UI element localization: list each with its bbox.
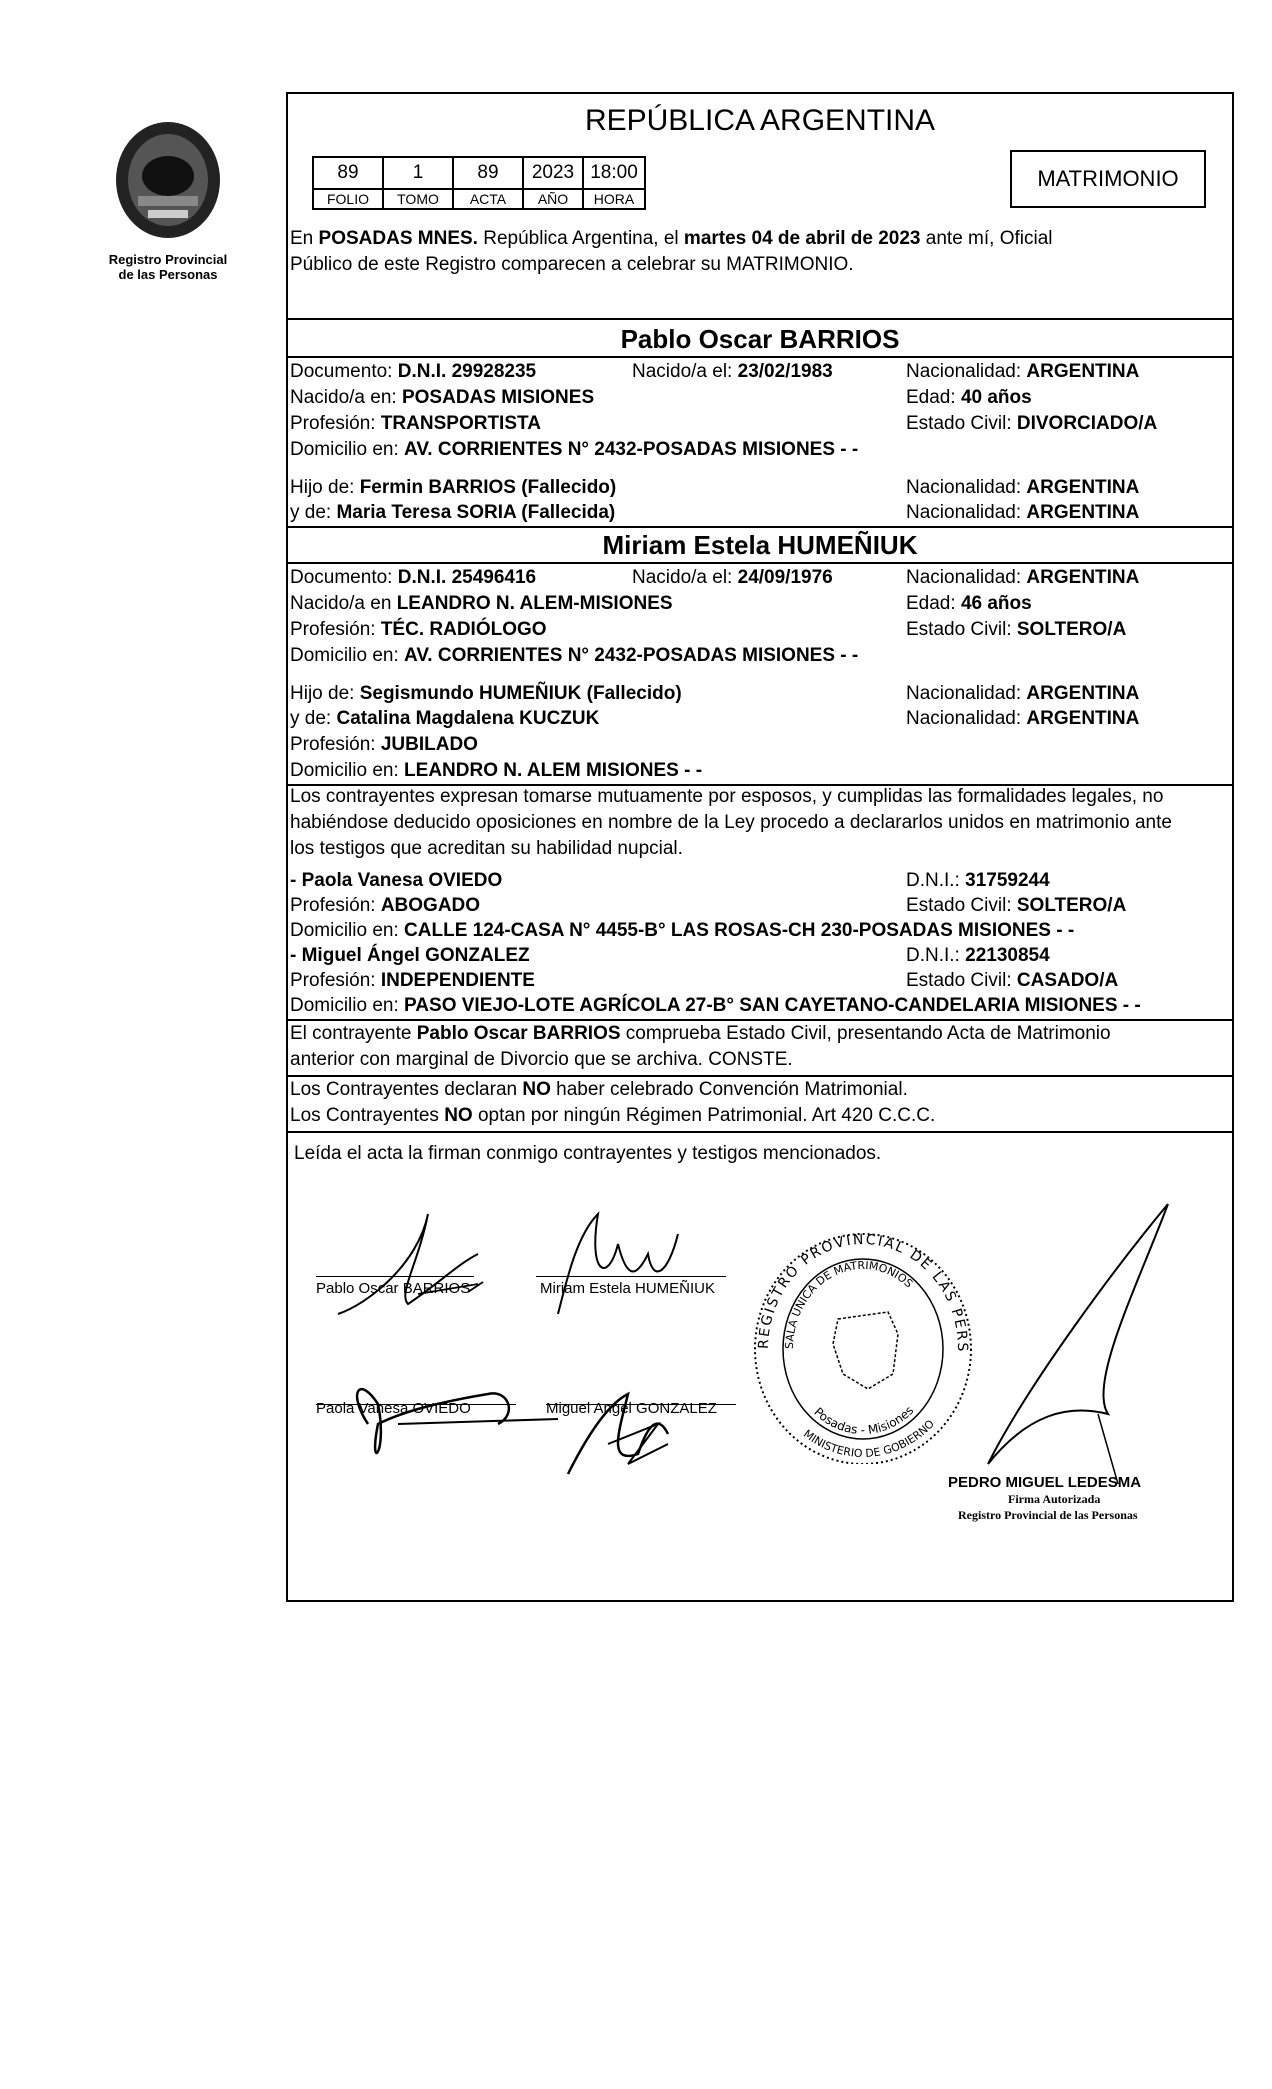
closing-statement: Leída el acta la firman conmigo contrayentes y testigos mencionados. xyxy=(294,1143,882,1164)
spouse1-profession: Profesión: TRANSPORTISTA xyxy=(290,413,541,434)
folio-label: FOLIO xyxy=(313,189,383,209)
declaration-line1: Los contrayentes expresan tomarse mutuamente por esposos, y cumplidas las formalidades legales, no xyxy=(290,786,1164,807)
spouse2-age: Edad: 46 años xyxy=(906,593,1032,614)
witness2-civil-status: Estado Civil: CASADO/A xyxy=(906,970,1119,991)
witness1-civil-status: Estado Civil: SOLTERO/A xyxy=(906,895,1127,916)
folio-value: 89 xyxy=(313,157,383,189)
official-stamp xyxy=(748,1224,978,1464)
regime-line1: Los Contrayentes declaran NO haber celebrado Convención Matrimonial. xyxy=(290,1079,908,1100)
stamp-outer-text: REGISTRO PROVINCIAL DE LAS PERS xyxy=(755,1231,971,1354)
acta-label: ACTA xyxy=(453,189,523,209)
witness2-dni: D.N.I.: 22130854 xyxy=(906,945,1050,966)
witness2-address: Domicilio en: PASO VIEJO-LOTE AGRÍCOLA 27-B° SAN CAYETANO-CANDELARIA MISIONES - - xyxy=(290,995,1141,1016)
hora-value: 18:00 xyxy=(583,157,645,189)
spouse1-name: Pablo Oscar BARRIOS xyxy=(620,324,900,354)
hora-label: HORA xyxy=(583,189,645,209)
civil-status-note-line1: El contrayente Pablo Oscar BARRIOS comprueba Estado Civil, presentando Acta de Matrimonio xyxy=(290,1023,1111,1044)
registry-data-table xyxy=(312,156,646,210)
spouse2-profession: Profesión: TÉC. RADIÓLOGO xyxy=(290,619,547,640)
provincial-seal xyxy=(108,118,228,248)
regime-line2: Los Contrayentes NO optan por ningún Régimen Patrimonial. Art 420 C.C.C. xyxy=(290,1105,936,1126)
seal-caption-line1: Registro Provincial xyxy=(108,252,228,267)
spouse2-mother-nationality: Nacionalidad: ARGENTINA xyxy=(906,708,1140,729)
witness1-profession: Profesión: ABOGADO xyxy=(290,895,481,916)
official-name: PEDRO MIGUEL LEDESMA xyxy=(948,1474,1142,1491)
stamp-bottom-text: Posadas - Misiones xyxy=(811,1403,917,1438)
handwritten-signatures xyxy=(308,1174,748,1504)
official-office: Registro Provincial de las Personas xyxy=(958,1508,1138,1522)
stamp-inner-text: SALA ÚNICA DE MATRIMONIOS xyxy=(782,1258,916,1350)
signature-label-spouse2: Miriam Estela HUMEÑIUK xyxy=(540,1280,716,1297)
anio-label: AÑO xyxy=(523,189,583,209)
spouse1-birthdate: Nacido/a el: 23/02/1983 xyxy=(632,361,833,382)
spouse2-name: Miriam Estela HUMEÑIUK xyxy=(602,530,918,560)
spouse2-mother-address: Domicilio en: LEANDRO N. ALEM MISIONES - - xyxy=(290,760,703,781)
tomo-label: TOMO xyxy=(383,189,453,209)
spouse1-birthplace: Nacido/a en: POSADAS MISIONES xyxy=(290,387,595,408)
declaration-line3: los testigos que acreditan su habilidad nupcial. xyxy=(290,838,683,859)
spouse1-father-nationality: Nacionalidad: ARGENTINA xyxy=(906,477,1140,498)
spouse1-civil-status: Estado Civil: DIVORCIADO/A xyxy=(906,413,1158,434)
spouse1-mother-nationality: Nacionalidad: ARGENTINA xyxy=(906,502,1140,523)
witness2-profession: Profesión: INDEPENDIENTE xyxy=(290,970,535,991)
spouse1-address: Domicilio en: AV. CORRIENTES N° 2432-POSADAS MISIONES - - xyxy=(290,439,859,460)
seal-caption-line2: de las Personas xyxy=(118,267,218,282)
intro-text: En POSADAS MNES. República Argentina, el martes 04 de abril de 2023 ante mí, Oficial Público de este Registro comparecen a celebrar su MATRIMONIO. xyxy=(290,228,1053,275)
spouse2-mother-profession: Profesión: JUBILADO xyxy=(290,734,478,755)
witness1-dni: D.N.I.: 31759244 xyxy=(906,870,1050,891)
act-type-box: MATRIMONIO xyxy=(1010,150,1206,208)
witness1-address: Domicilio en: CALLE 124-CASA N° 4455-B° LAS ROSAS-CH 230-POSADAS MISIONES - - xyxy=(290,920,1075,941)
spouse1-nationality: Nacionalidad: ARGENTINA xyxy=(906,361,1140,382)
declaration-line2: habiéndose deducido oposiciones en nombre de la Ley procedo a declararlos unidos en matrimonio ante xyxy=(290,812,1172,833)
official-signature xyxy=(968,1184,1208,1484)
witness2-name: - Miguel Ángel GONZALEZ xyxy=(290,945,530,966)
document-title: REPÚBLICA ARGENTINA xyxy=(584,104,936,137)
official-stamp-icon xyxy=(748,1224,978,1464)
spouse1-age: Edad: 40 años xyxy=(906,387,1032,408)
acta-value: 89 xyxy=(453,157,523,189)
spouse1-father: Hijo de: Fermin BARRIOS (Fallecido) xyxy=(290,477,617,498)
provincial-seal-icon xyxy=(108,118,228,248)
spouse2-nationality: Nacionalidad: ARGENTINA xyxy=(906,567,1140,588)
spouse1-mother: y de: Maria Teresa SORIA (Fallecida) xyxy=(290,502,616,523)
spouse2-birthplace: Nacido/a en LEANDRO N. ALEM-MISIONES xyxy=(290,593,673,614)
spouse1-document: Documento: D.N.I. 29928235 xyxy=(290,361,537,382)
spouse2-civil-status: Estado Civil: SOLTERO/A xyxy=(906,619,1127,640)
signature-label-spouse1: Pablo Oscar BARRIOS xyxy=(316,1280,471,1297)
official-title: Firma Autorizada xyxy=(1008,1492,1101,1506)
civil-status-note-line2: anterior con marginal de Divorcio que se archiva. CONSTE. xyxy=(290,1049,793,1070)
signature-label-witness2: Miguel Angel GONZALEZ xyxy=(546,1400,717,1417)
spouse2-father-nationality: Nacionalidad: ARGENTINA xyxy=(906,683,1140,704)
spouse2-document: Documento: D.N.I. 25496416 xyxy=(290,567,537,588)
anio-value: 2023 xyxy=(523,157,583,189)
marriage-certificate-form xyxy=(286,92,1234,1602)
stamp-ministry-text: MINISTERIO DE GOBIERNO xyxy=(800,1417,937,1461)
spouse2-mother: y de: Catalina Magdalena KUCZUK xyxy=(290,708,600,729)
tomo-value: 1 xyxy=(383,157,453,189)
spouse2-address: Domicilio en: AV. CORRIENTES N° 2432-POSADAS MISIONES - - xyxy=(290,645,859,666)
signature-label-witness1: Paola Vanesa OVIEDO xyxy=(316,1400,471,1417)
witness1-name: - Paola Vanesa OVIEDO xyxy=(290,870,503,891)
spouse2-father: Hijo de: Segismundo HUMEÑIUK (Fallecido) xyxy=(290,683,682,704)
spouse2-birthdate: Nacido/a el: 24/09/1976 xyxy=(632,567,833,588)
